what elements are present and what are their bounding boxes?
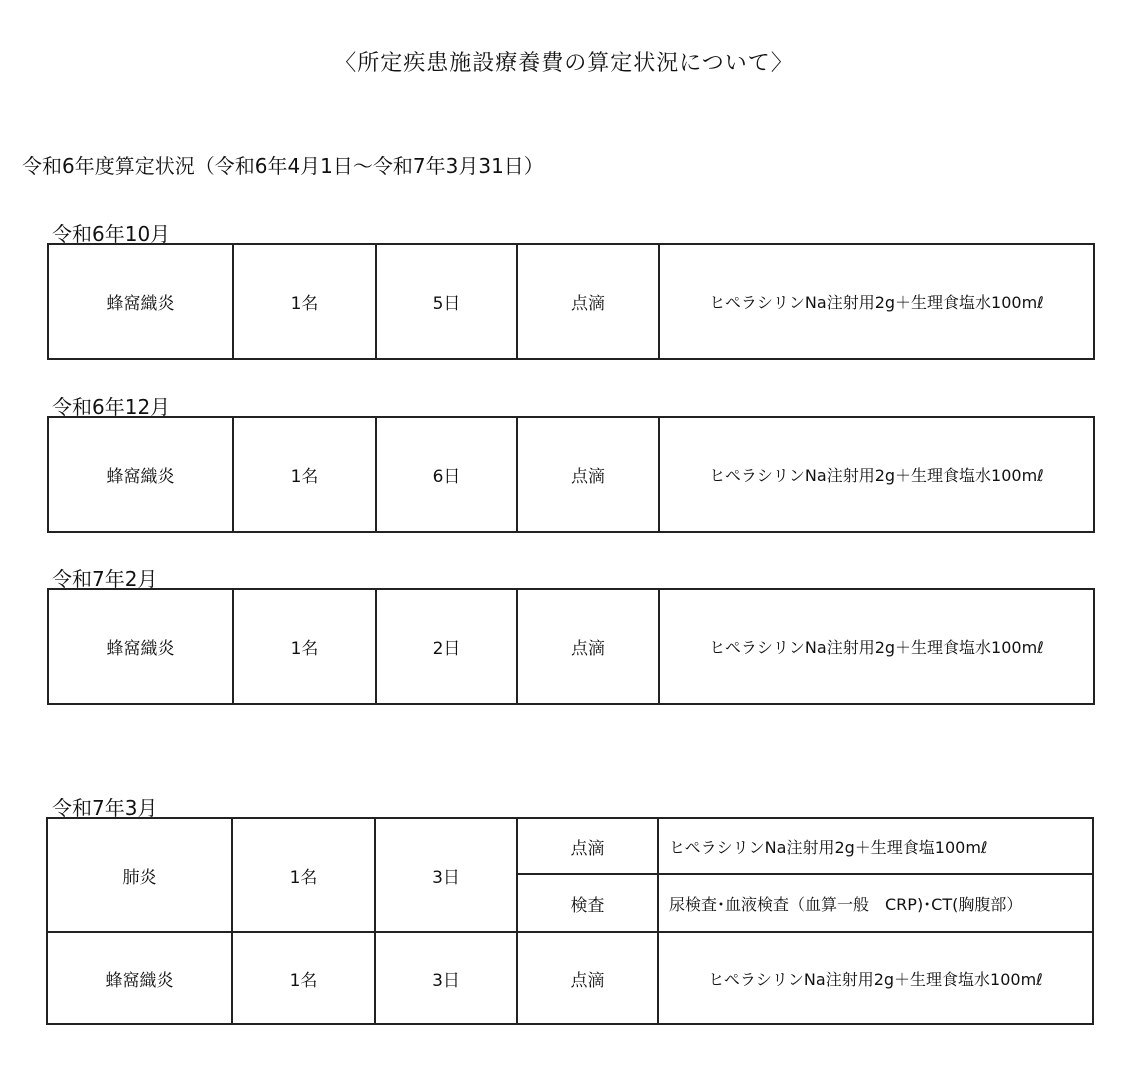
table-row — [48, 417, 1094, 532]
detail-cell: 尿検査･血液検査（血算一般 CRP)･CT(胸腹部） — [658, 874, 1093, 932]
patient-count-cell: 1名 — [233, 589, 376, 704]
period-heading: 令和6年度算定状況（令和6年4月1日～令和7年3月31日） — [22, 154, 544, 178]
days-cell: 5日 — [376, 244, 517, 359]
disease-cell: 蜂窩織炎 — [48, 244, 233, 359]
record-table — [47, 588, 1095, 705]
treatment-cell: 点滴 — [517, 417, 659, 532]
patient-count-cell: 1名 — [232, 818, 375, 932]
days-cell: 6日 — [376, 417, 517, 532]
treatment-cell: 点滴 — [517, 932, 658, 1024]
detail-cell: ヒペラシリンNa注射用2g＋生理食塩水100mℓ — [659, 589, 1094, 704]
days-cell: 3日 — [375, 818, 517, 932]
table-row — [48, 244, 1094, 359]
detail-cell: ヒペラシリンNa注射用2g＋生理食塩100mℓ — [658, 818, 1093, 874]
patient-count-cell: 1名 — [232, 932, 375, 1024]
table-row — [48, 589, 1094, 704]
detail-cell: ヒペラシリンNa注射用2g＋生理食塩水100mℓ — [659, 244, 1094, 359]
treatment-cell: 点滴 — [517, 244, 659, 359]
table-row — [47, 932, 1093, 1024]
month-heading: 令和6年10月 — [52, 222, 171, 246]
detail-cell: ヒペラシリンNa注射用2g＋生理食塩水100mℓ — [658, 932, 1093, 1024]
patient-count-cell: 1名 — [233, 244, 376, 359]
month-heading: 令和7年3月 — [52, 796, 158, 820]
record-table — [47, 243, 1095, 360]
detail-cell: ヒペラシリンNa注射用2g＋生理食塩水100mℓ — [659, 417, 1094, 532]
treatment-cell: 点滴 — [517, 818, 658, 874]
disease-cell: 蜂窩織炎 — [48, 417, 233, 532]
disease-cell: 肺炎 — [47, 818, 232, 932]
days-cell: 2日 — [376, 589, 517, 704]
disease-cell: 蜂窩織炎 — [47, 932, 232, 1024]
patient-count-cell: 1名 — [233, 417, 376, 532]
record-table — [47, 416, 1095, 533]
record-table — [46, 817, 1094, 1025]
month-heading: 令和7年2月 — [52, 567, 158, 591]
disease-cell: 蜂窩織炎 — [48, 589, 233, 704]
days-cell: 3日 — [375, 932, 517, 1024]
month-heading: 令和6年12月 — [52, 395, 171, 419]
treatment-cell: 検査 — [517, 874, 658, 932]
treatment-cell: 点滴 — [517, 589, 659, 704]
document-title: 〈所定疾患施設療養費の算定状況について〉 — [334, 51, 794, 76]
table-row — [47, 818, 1093, 874]
